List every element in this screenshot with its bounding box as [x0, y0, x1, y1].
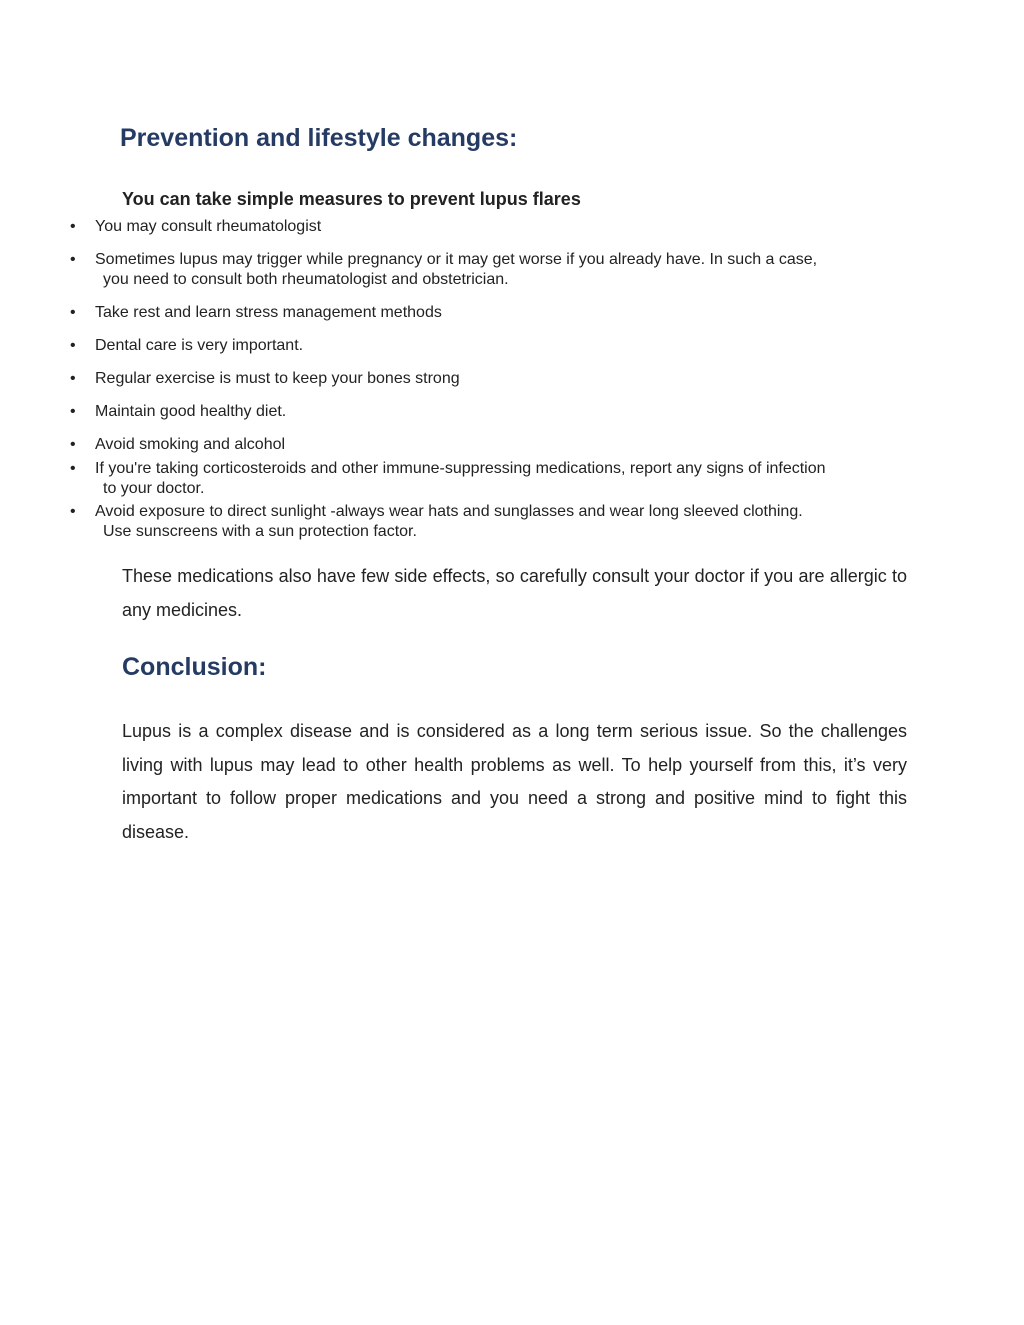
bullet-icon: •: [70, 251, 76, 268]
bullet-icon: •: [70, 304, 76, 321]
bullet-icon: •: [70, 403, 76, 420]
bullet-icon: •: [70, 460, 76, 477]
list-item: [70, 217, 910, 237]
conclusion-heading: Conclusion:: [122, 653, 267, 681]
list-item: [70, 402, 910, 422]
list-item-text: Take rest and learn stress management methods: [95, 304, 442, 321]
list-item: [70, 303, 910, 323]
list-item: [70, 336, 910, 356]
list-item-text-continued: Use sunscreens with a sun protection factor.: [103, 523, 417, 540]
list-item-text: Avoid exposure to direct sunlight -always wear hats and sunglasses and wear long sleeved clothing.: [95, 503, 803, 520]
list-item: [70, 369, 910, 389]
medications-note: These medications also have few side effects, so carefully consult your doctor if you are allergic to any medicines.: [122, 566, 907, 620]
list-item: [70, 435, 910, 455]
list-item-text: Avoid smoking and alcohol: [95, 436, 286, 453]
list-item: [70, 250, 910, 290]
list-item-text: If you're taking corticosteroids and other immune-suppressing medications, report any signs of infection: [95, 460, 826, 477]
bullet-icon: •: [70, 503, 76, 520]
list-item-text: Regular exercise is must to keep your bones strong: [95, 370, 460, 387]
list-item-text-continued: you need to consult both rheumatologist and obstetrician.: [103, 271, 509, 288]
bullet-icon: •: [70, 337, 76, 354]
bullet-icon: •: [70, 370, 76, 387]
bullet-icon: •: [70, 218, 76, 235]
bullet-icon: •: [70, 436, 76, 453]
prevention-subheading: You can take simple measures to prevent lupus flares: [122, 189, 581, 209]
prevention-heading: Prevention and lifestyle changes:: [120, 124, 518, 152]
conclusion-paragraph: Lupus is a complex disease and is considered as a long term serious issue. So the challenges living with lupus may lead to other health problems as well. To help yourself from this, it’s very important to follow proper medications and you need a strong and positive mind to fight this disease.: [122, 721, 907, 842]
list-item: [70, 502, 910, 542]
list-item: [70, 459, 910, 499]
list-item-text: Maintain good healthy diet.: [95, 403, 287, 420]
list-item-text-continued: to your doctor.: [103, 480, 205, 497]
list-item-text: Dental care is very important.: [95, 337, 304, 354]
list-item-text: You may consult rheumatologist: [95, 218, 322, 235]
list-item-text: Sometimes lupus may trigger while pregnancy or it may get worse if you already have. In such a case,: [95, 251, 818, 268]
prevention-list: [70, 217, 910, 542]
